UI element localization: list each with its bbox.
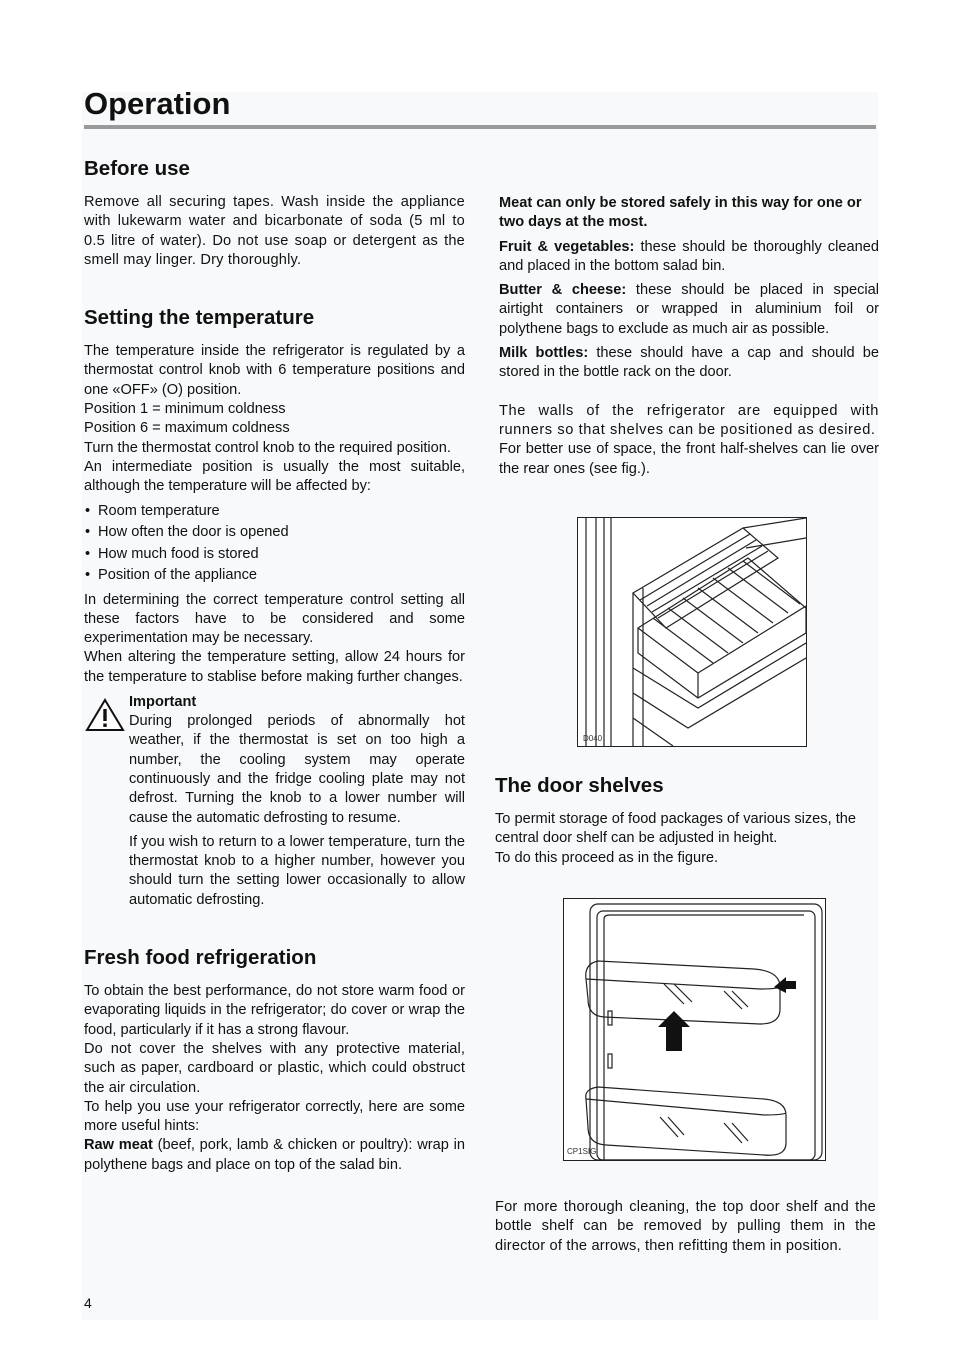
right-column xyxy=(499,194,879,479)
heading-before-use: Before use xyxy=(84,157,190,180)
meat-warning-text: Meat can only be stored safely in this way for one or two days at the most. xyxy=(499,195,862,231)
fresh-food-p1: To obtain the best performance, do not store warm food or evaporating liquids in the refrigerator; do cover or wrap the food, particularly if it has a strong flavour. xyxy=(84,983,465,1038)
milk-hint xyxy=(499,344,879,383)
temperature-p1: The temperature inside the refrigerator is regulated by a thermostat control knob with 6 temperature positions and one «OFF» (O) position. xyxy=(84,343,465,398)
list-item: • Position of the appliance xyxy=(84,565,465,587)
figure-label: CP1SIG xyxy=(567,1147,597,1156)
figure-label: D040 xyxy=(583,734,603,743)
before-use-text: Remove all securing tapes. Wash inside the appliance with lukewarm water and bicarbonate of soda (5 ml to 0.5 litre of water). Do not use soap or detergent as the smell may linger. Dry thoroughly. xyxy=(84,194,465,268)
fresh-food-p3: To help you use your refrigerator correctly, here are some more useful hints: xyxy=(84,1098,465,1135)
important-p2: If you wish to return to a lower temperature, turn the thermostat knob to a higher number, however you should turn the setting lower occasionally to allow automatic defrosting. xyxy=(129,833,465,908)
title-rule xyxy=(84,125,876,129)
shelf-figure xyxy=(577,517,807,747)
shelf-illustration xyxy=(578,518,806,746)
list-item: • Room temperature xyxy=(84,501,465,523)
heading-setting-temperature: Setting the temperature xyxy=(84,306,315,330)
butter-label: Butter & cheese: xyxy=(499,282,627,299)
fresh-food-p2: Do not cover the shelves with any protective material, such as paper, cardboard or plastic, which could obstruct the air circulation. xyxy=(84,1040,465,1096)
walls-p1: The walls of the refrigerator are equipped with runners so that shelves can be positioned as desired. xyxy=(499,402,879,438)
door-shelves-section xyxy=(495,772,876,868)
meat-warning xyxy=(499,194,879,233)
heading-door-shelves: The door shelves xyxy=(495,774,664,797)
up-arrow-icon xyxy=(658,1011,690,1051)
important-p1: During prolonged periods of abnormally hot weather, if the thermostat is set on too high a number, the cooling system may operate continuously and the fridge cooling plate may not defrost. Turning the knob to a lower number will cause the automatic defrosting to resume. xyxy=(129,713,465,826)
list-item: • How much food is stored xyxy=(84,544,465,566)
temperature-pos6: Position 6 = maximum coldness xyxy=(84,420,290,437)
temperature-p2: Turn the thermostat control knob to the required position. xyxy=(84,439,451,456)
door-shelves-cleaning xyxy=(495,1198,876,1256)
butter-hint xyxy=(499,281,879,339)
door-shelf-figure xyxy=(563,898,826,1161)
raw-meat-text: (beef, pork, lamb & chicken or poultry): wrap in polythene bags and place on top of the salad bin. xyxy=(84,1137,465,1173)
door-shelves-p2: To do this proceed as in the figure. xyxy=(495,849,719,866)
temperature-pos1: Position 1 = minimum coldness xyxy=(84,401,286,418)
raw-meat-label: Raw meat xyxy=(84,1137,153,1154)
raw-meat-hint xyxy=(84,1136,465,1175)
milk-text: these should have a cap and should be stored in the bottle rack on the door. xyxy=(499,345,879,381)
page-number: 4 xyxy=(84,1295,92,1311)
important-title: Important xyxy=(129,694,197,711)
fruit-text: these should be thoroughly cleaned and placed in the bottom salad bin. xyxy=(499,238,880,274)
warning-icon xyxy=(85,698,125,732)
heading-fresh-food: Fresh food refrigeration xyxy=(84,946,317,970)
milk-label: Milk bottles: xyxy=(499,345,589,362)
list-item: • How often the door is opened xyxy=(84,522,465,544)
temperature-p5: When altering the temperature setting, allow 24 hours for the temperature to stablise before making further changes. xyxy=(84,649,465,685)
fruit-label: Fruit & vegetables: xyxy=(499,238,635,255)
door-shelf-illustration xyxy=(564,899,825,1160)
door-shelves-p1: To permit storage of food packages of various sizes, the central door shelf can be adjusted in height. xyxy=(495,811,856,847)
left-column xyxy=(84,155,465,1175)
walls-p2: For better use of space, the front half-shelves can lie over the rear ones (see fig.). xyxy=(499,441,879,477)
page-title: Operation xyxy=(84,86,231,121)
fruit-hint xyxy=(499,238,879,277)
important-note xyxy=(84,692,465,910)
butter-text: these should be placed in special airtight containers or wrapped in aluminium foil or polythene bags to exclude as much air as possible. xyxy=(499,282,879,337)
temperature-p3: An intermediate position is usually the most suitable, although the temperature will be affected by: xyxy=(84,458,465,495)
temperature-p4: In determining the correct temperature control setting all these factors have to be considered and some experimentation may be necessary. xyxy=(84,591,465,647)
left-arrow-icon xyxy=(774,977,796,993)
door-shelves-p3: For more thorough cleaning, the top door shelf and the bottle shelf can be removed by pulling them in the director of the arrows, then refitting them in position. xyxy=(495,1199,876,1254)
temperature-factors-list xyxy=(84,501,465,587)
